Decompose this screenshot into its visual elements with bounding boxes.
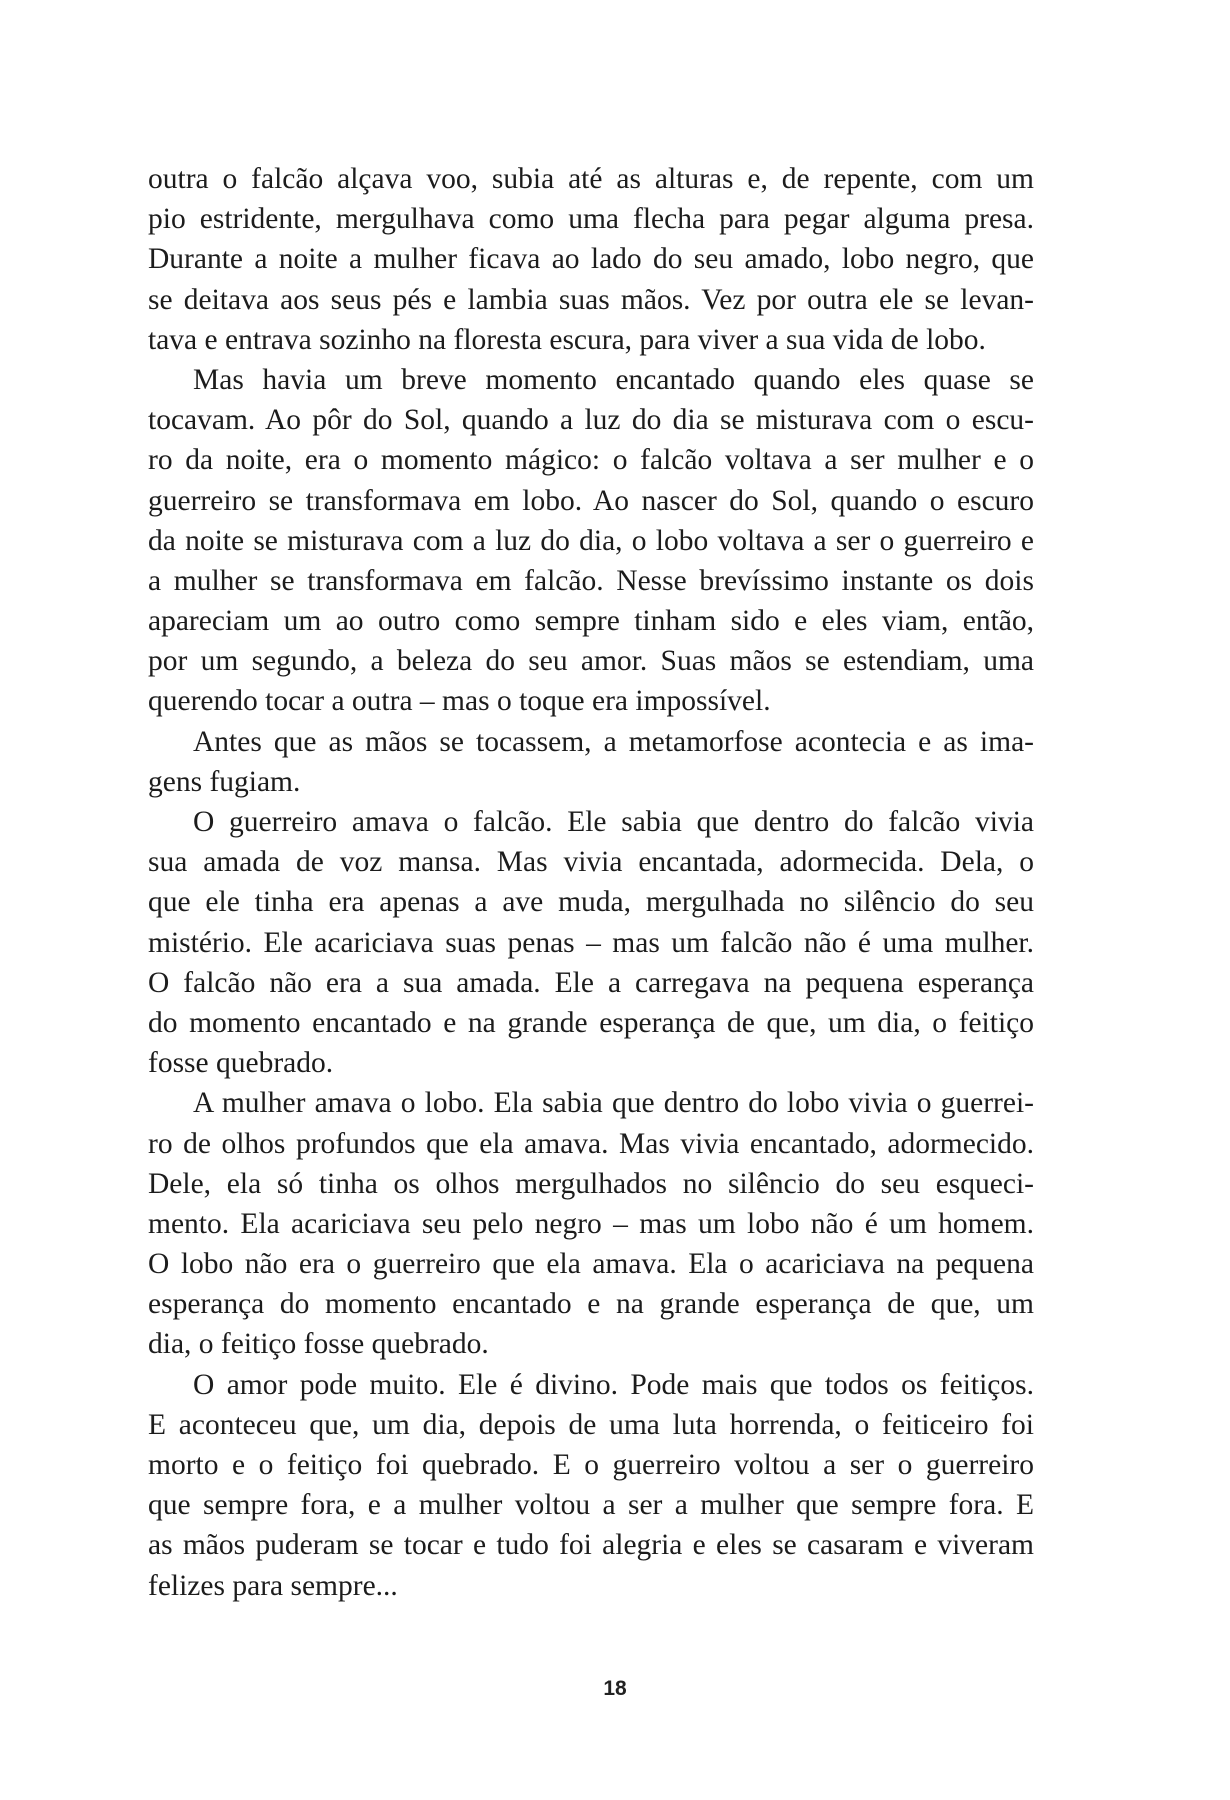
text-line: outra o falcão alçava voo, subia até as alturas e, de repente, com um [148,163,1034,195]
text-line: apareciam um ao outro como sempre tinham sido e eles viam, então, [148,605,1034,638]
paragraph [148,360,1034,722]
text-line: tava e entrava sozinho na floresta escura, para viver a sua vida de lobo. [148,323,986,356]
paragraph [148,1365,1034,1606]
text-line: O falcão não era a sua amada. Ele a carregava na pequena esperança [148,966,1034,999]
text-line: por um segundo, a beleza do seu amor. Suas mãos se estendiam, uma [148,645,1034,678]
text-line: querendo tocar a outra – mas o toque era impossível. [148,685,771,718]
text-line: tocavam. Ao pôr do Sol, quando a luz do dia se misturava com o escu- [148,404,1034,437]
text-line: dia, o feitiço fosse quebrado. [148,1328,489,1361]
text-line: a mulher se transformava em falcão. Nesse brevíssimo instante os dois [148,564,1034,597]
text-line: que ele tinha era apenas a ave muda, mergulhada no silêncio do seu [148,886,1034,919]
text-line: mistério. Ele acariciava suas penas – mas um falcão não é uma mulher. [148,926,1034,959]
text-line: E aconteceu que, um dia, depois de uma luta horrenda, o feiticeiro foi [148,1408,1034,1441]
text-line: Antes que as mãos se tocassem, a metamorfose acontecia e as ima- [193,725,1034,758]
text-line: se deitava aos seus pés e lambia suas mãos. Vez por outra ele se levan- [148,283,1034,316]
text-line: felizes para sempre... [148,1569,398,1602]
text-line: do momento encantado e na grande esperança de que, um dia, o feitiço [148,1006,1034,1039]
text-line: da noite se misturava com a luz do dia, o lobo voltava a ser o guerreiro e [148,524,1034,557]
text-line: as mãos puderam se tocar e tudo foi alegria e eles se casaram e viveram [148,1529,1034,1562]
text-line: O amor pode muito. Ele é divino. Pode mais que todos os feitiços. [193,1368,1034,1401]
text-line: Mas havia um breve momento encantado quando eles quase se [193,363,1034,396]
text-line: mento. Ela acariciava seu pelo negro – mas um lobo não é um homem. [148,1207,1034,1240]
text-line: O lobo não era o guerreiro que ela amava. Ela o acariciava na pequena [148,1248,1034,1281]
paragraph [148,722,1034,802]
page-number: 18 [603,1677,627,1700]
text-line: Durante a noite a mulher ficava ao lado do seu amado, lobo negro, que [148,243,1034,276]
text-line: esperança do momento encantado e na grande esperança de que, um [148,1288,1034,1321]
paragraph [148,1083,1034,1364]
paragraph [148,802,1034,1083]
text-line: morto e o feitiço foi quebrado. E o guerreiro voltou a ser o guerreiro [148,1449,1034,1481]
text-line: fosse quebrado. [148,1047,334,1080]
text-line: sua amada de voz mansa. Mas vivia encantada, adormecida. Dela, o [148,846,1034,879]
text-line: guerreiro se transformava em lobo. Ao nascer do Sol, quando o escuro [148,484,1034,517]
text-line: pio estridente, mergulhava como uma flecha para pegar alguma presa. [148,203,1034,236]
text-line: A mulher amava o lobo. Ela sabia que dentro do lobo vivia o guerrei- [193,1087,1034,1120]
text-line: que sempre fora, e a mulher voltou a ser a mulher que sempre fora. E [148,1489,1034,1522]
text-line: gens fugiam. [148,765,301,798]
text-line: ro de olhos profundos que ela amava. Mas vivia encantado, adormecido. [148,1127,1034,1160]
text-line: O guerreiro amava o falcão. Ele sabia que dentro do falcão vivia [193,806,1034,838]
paragraph [148,159,1034,360]
text-line: ro da noite, era o momento mágico: o falcão voltava a ser mulher e o [148,444,1034,477]
body-text [148,159,1034,1606]
text-line: Dele, ela só tinha os olhos mergulhados no silêncio do seu esqueci- [148,1167,1034,1200]
